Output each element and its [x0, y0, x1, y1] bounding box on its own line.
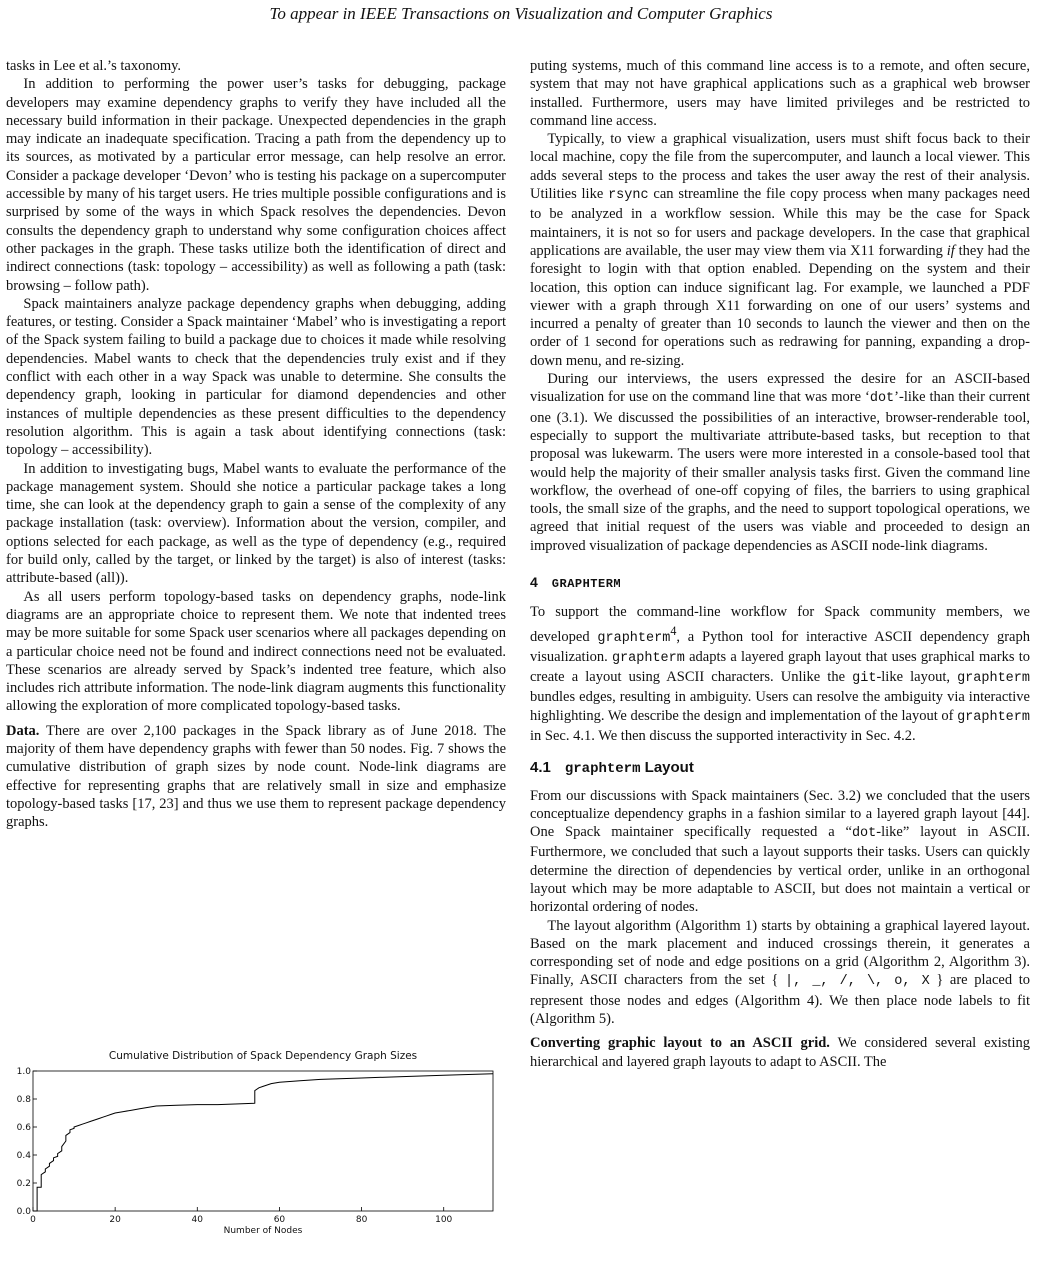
- code-graphterm: graphterm: [957, 671, 1030, 687]
- code-graphterm: graphterm: [957, 709, 1030, 725]
- text-run: ’-like than their current one (3.1). We discussed the possibilities of an interactive, browser-renderable tool, especially to support the multivariate attribute-based tasks, but reception to that proposal was lukewarm. The users were more interested in a console-based tool that would help the majority of their smaller analysis tasks first. Given the command line workflow, the overhead of one-off copying of files, the barriers to using graphical tools, the small size of the graphs, and the need to support topological operations, we agreed that initial request of the users was viable and proceeded to design an improved visualization of package dependencies as ASCII node-link diagrams.: [530, 389, 1030, 554]
- paragraph: In addition to performing the power user’s tasks for debugging, package developers may examine dependency graphs to verify they have included all the necessary build information in their package. Unexpected dependencies in the graph may indicate an inadequate specification. Tracing a path from the dependency up to its sources, as motivated by a particular error message, can help resolve an error. Consider a package developer ‘Devon’ who is testing his package on a supercomputer accessible by many of his target users. He tries multiple possible configurations and is surprised by some of the ways in which Spack resolves the dependencies. Devon consults the dependency graph to understand why some configuration choices affect other packages in the graph. These tasks utilize both the identification of direct and indirect connections (task: topology – accessibility) as well as following a path (task: browsing – follow path).: [6, 76, 506, 294]
- footnote-marker: 4: [670, 623, 677, 638]
- text-run: During our interviews, the users expressed the desire for an ASCII-based visualization for use on the command line that was more ‘: [530, 371, 1030, 406]
- subsection-heading-4-1: [530, 759, 1030, 778]
- paragraph-converting: [530, 1034, 1030, 1071]
- text-run: From our discussions with Spack maintainers (Sec. 3.2) we concluded that the users conceptualize dependency graphs in a fashion similar to a layered graph layout [44]. One Spack maintainer specifically requested a “: [530, 787, 1030, 841]
- run-in-heading: Converting graphic layout to an ASCII grid.: [530, 1035, 830, 1052]
- x-axis-label: Number of Nodes: [223, 1226, 303, 1236]
- code-graphterm: graphterm: [611, 650, 685, 666]
- paragraph: [530, 370, 1030, 555]
- code-char-set: |, _, /, \, o, X: [785, 974, 930, 990]
- code-dot: dot: [869, 391, 895, 407]
- code-git: git: [852, 671, 877, 687]
- series-line-cdf: [33, 1074, 493, 1211]
- y-tick-label: 0.8: [16, 1095, 31, 1105]
- x-tick-label: 80: [355, 1215, 368, 1225]
- text-run: in Sec. 4.1. We then discuss the supported interactivity in Sec. 4.2.: [530, 727, 916, 744]
- subsection-title: Layout: [640, 759, 694, 777]
- y-tick-label: 0.4: [16, 1151, 31, 1161]
- y-tick-label: 0.0: [16, 1207, 31, 1217]
- section-heading-4: [530, 573, 1030, 593]
- y-tick-label: 0.2: [16, 1179, 31, 1189]
- x-tick-label: 40: [191, 1215, 204, 1225]
- text-run: they had the foresight to login with that option enabled. Depending on the system and their location, this option can induce significant lag. For example, we launched a PDF viewer with a graph through X11 forwarding on one of our users’ systems and incurred a penalty of greater than 10 seconds to launch the viewer and then on the order of 1 second for operations such as redrawing for panning, expanding a drop-down menu, and re-sizing.: [530, 242, 1030, 369]
- running-header: To appear in IEEE Transactions on Visualization and Computer Graphics: [269, 4, 773, 23]
- section-number: 4: [530, 574, 538, 591]
- paragraph: In addition to investigating bugs, Mabel wants to evaluate the performance of the package management system. Should she notice a particular package takes a long time, she can look at the dependency graph to gain a sense of the complexity of any package installation (task: overview). Information about the version, compiler, and options selected for each package, as well as the type of dependency (e.g., required for build only, called by the target, or linked by the target) is also of interest (tasks: attribute-based (all)).: [6, 460, 506, 587]
- paragraph-text: There are over 2,100 packages in the Spack library as of June 2018. The majority of them have dependency graphs with fewer than 50 nodes. Fig. 7 shows the cumulative distribution of graph sizes by node count. Node-link diagrams are effective for representing graphs that are relatively small in size and emphasize topology-based tasks [17, 23] and thus we use them to represent package dependency graphs.: [6, 722, 506, 831]
- text-run: can streamline the file copy process when many packages need to be analyzed in a workflow session. While this may be the case for Spack maintainers, it is not so for users and package developers. In the case that graphical applications are available, the user may view them via X11 forwarding: [530, 186, 1030, 259]
- paragraph-text: We considered several existing hierarchical and layered graph layouts to adapt to ASCII. The: [530, 1035, 1030, 1070]
- plot-frame: [33, 1071, 493, 1211]
- paragraph-data: [6, 722, 506, 832]
- x-tick-label: 100: [435, 1215, 453, 1225]
- text-run: Typically, to view a graphical visualization, users must shift focus back to their local machine, copy the file from the supercomputer, and launch a local viewer. This adds several steps to the process and takes the user away the rest of their analysis. Utilities like: [530, 131, 1030, 203]
- x-tick-label: 0: [30, 1215, 36, 1225]
- left-column: [6, 57, 506, 831]
- paragraph: As all users perform topology-based tasks on dependency graphs, node-link diagrams are an appropriate choice to represent them. We note that indented trees may be more suitable for some Spack user scenarios where all packages depending on a particular choice need not be found and indirect connections need not be evaluated. These scenarios are already served by Spack’s indented tree feature, which also includes rich attribute information. The node-link diagram augments this functionality allowing the exploration of more complicated topology-based tasks.: [6, 588, 506, 715]
- text-run: -like” layout in ASCII. Furthermore, we concluded that such a layout supports their tasks. Users can quickly determine the direction of dependencies by vertical order, unlike in an orthogonal layout which may be more adaptable to ASCII, but does not maintain a vertical or horizontal ordering of nodes.: [530, 824, 1031, 916]
- right-column: [530, 57, 1030, 1071]
- x-tick-label: 60: [273, 1215, 286, 1225]
- subsection-title-code: graphterm: [564, 761, 641, 778]
- text-run: bundles edges, resulting in ambiguity. Users can resolve the ambiguity via interactive highlighting. We describe the design and implementation of the layout of: [530, 689, 1030, 724]
- subsection-number: 4.1: [530, 759, 551, 777]
- y-tick-label: 1.0: [16, 1067, 31, 1077]
- run-in-heading: Data.: [6, 722, 40, 739]
- paragraph: [530, 130, 1030, 370]
- paragraph: tasks in Lee et al.’s taxonomy.: [6, 58, 182, 74]
- section-title: GRAPHTERM: [551, 577, 622, 592]
- text-run: , a Python tool for interactive ASCII dependency graph visualization.: [530, 628, 1030, 665]
- paragraph: [530, 603, 1030, 745]
- code-rsync: rsync: [608, 188, 649, 204]
- chart-title: Cumulative Distribution of Spack Dependency Graph Sizes: [108, 1050, 418, 1062]
- text-run: To support the command-line workflow for Spack community members, we developed: [530, 604, 1030, 645]
- text-run: adapts a layered graph layout that uses graphical marks to create a layout using ASCII characters. Unlike the: [530, 648, 1030, 686]
- text-run: The layout algorithm (Algorithm 1) starts by obtaining a graphical layered layout. Based on the mark placement and induced crossings therein, it generates a corresponding set of node and edge positions on a grid (Algorithm 2, Algorithm 3). Finally, ASCII characters from the set {: [530, 917, 1030, 989]
- code-graphterm: graphterm: [597, 630, 671, 646]
- cumulative-distribution-chart: [0, 1040, 510, 1240]
- text-run: } are placed to represent those nodes and edges (Algorithm 4). We then place node labels to fit (Algorithm 5).: [530, 972, 1031, 1028]
- paragraph: Spack maintainers analyze package dependency graphs when debugging, adding features, or testing. Consider a Spack maintainer ‘Mabel’ who is investigating a report of the Spack system failing to build a package due to choices it made while resolving dependencies. Mabel wants to check that the dependencies truly exist and if they conflict with each other in a way Spack was unable to determine. She consults the dependency graph, looking in particular for diamond dependencies and other instances of multiple dependencies as these present difficulties to the dependency resolution algorithm. This is again a task about identifying connections (task: topology – accessibility).: [6, 295, 506, 459]
- y-tick-label: 0.6: [16, 1123, 31, 1133]
- paragraph: [530, 917, 1030, 1029]
- paragraph: [530, 787, 1030, 917]
- text-run: -like layout,: [876, 669, 958, 686]
- code-dot: dot: [851, 826, 877, 842]
- emphasis: if: [946, 242, 955, 259]
- paragraph: puting systems, much of this command line access is to a remote, and often secure, system that may not have graphical applications such as a graphical web browser installed. Furthermore, users may have limited privileges and be restricted to command line access.: [530, 58, 1030, 129]
- x-tick-label: 20: [109, 1215, 121, 1225]
